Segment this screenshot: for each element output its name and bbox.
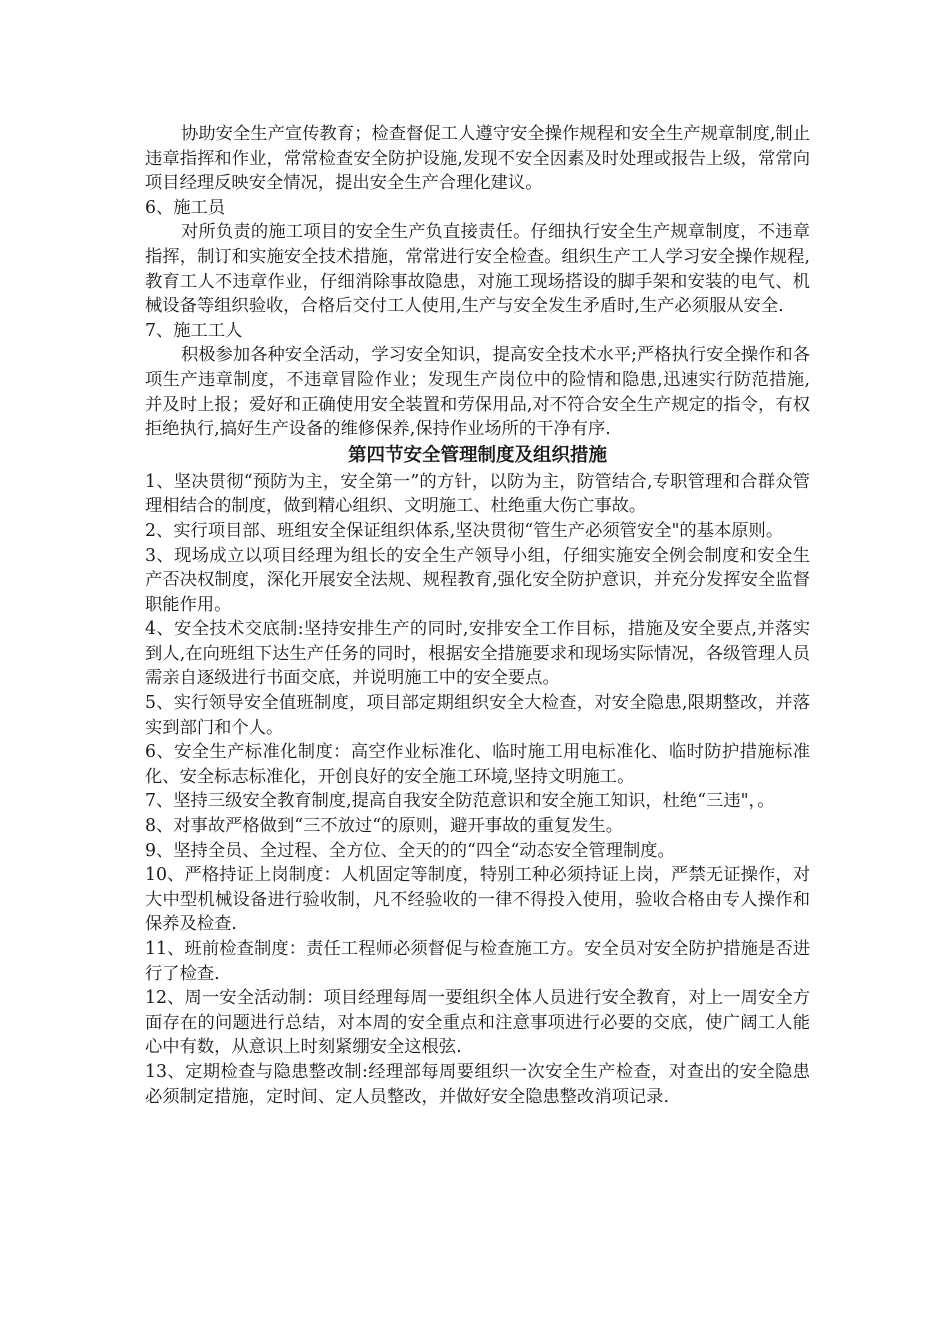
section-7-title: 7、施工工人 [145, 320, 243, 341]
list-item: 12、周一安全活动制：项目经理每周一要组织全体人员进行安全教育，对上一周安全方面存在的问题进行总结，对本周的安全重点和注意事项进行必要的交底，使广阔工人能心中有数，从意识上时刻紧绷安全这根弦. [145, 988, 810, 1058]
section-6-body: 对所负责的施工项目的安全生产负直接责任。仔细执行安全生产规章制度，不违章指挥，制订和实施安全技术措施，常常进行安全检查。组织生产工人学习安全操作规程,教育工人不违章作业，仔细消除事故隐患，对施工现场搭设的脚手架和安装的电气、机械设备等组织验收，合格后交付工人使用,生产与安全发生矛盾时,生产必须服从安全. [145, 222, 810, 317]
list-item: 13、定期检查与隐患整改制:经理部每周要组织一次安全生产检查，对查出的安全隐患必须制定措施，定时间、定人员整改，并做好安全隐患整改消项记录. [145, 1061, 810, 1107]
list-item: 9、坚持全员、全过程、全方位、全天的的“四全“动态安全管理制度。 [145, 840, 675, 861]
section-6-title: 6、施工员 [145, 197, 226, 218]
document-page [145, 122, 810, 1109]
list-item: 8、对事故严格做到“三不放过“的原则，避开事故的重复发生。 [145, 816, 623, 837]
list-item: 3、现场成立以项目经理为组长的安全生产领导小组，仔细实施安全例会制度和安全生产否决权制度，深化开展安全法规、规程教育,强化安全防护意识，并充分发挥安全监督职能作用。 [145, 545, 810, 615]
list-item: 4、安全技术交底制:坚持安排生产的同时,安排安全工作目标，措施及安全要点,并落实到人,在向班组下达生产任务的同时，根据安全措施要求和现场实际情况，各级管理人员需亲自逐级进行书面交底，并说明施工中的安全要点。 [145, 619, 810, 689]
list-item: 11、班前检查制度：责任工程师必须督促与检查施工方。安全员对安全防护措施是否进行了检查. [145, 939, 810, 984]
list-item: 7、坚持三级安全教育制度,提高自我安全防范意识和安全施工知识，杜绝“三违"，。 [145, 791, 775, 812]
list-item: 1、坚决贯彻“预防为主，安全第一”的方针，以防为主，防管结合,专职管理和合群众管理相结合的制度，做到精心组织、文明施工、杜绝重大伤亡事故。 [145, 471, 810, 517]
section-7-body: 积极参加各种安全活动，学习安全知识，提高安全技术水平;严格执行安全操作和各项生产违章制度，不违章冒险作业；发现生产岗位中的险情和隐患,迅速实行防范措施,并及时上报；爱好和正确使用安全装置和劳保用品,对不符合安全生产规定的指令，有权拒绝执行,搞好生产设备的维修保养,保持作业场所的干净有序. [145, 345, 810, 440]
intro-paragraph: 协助安全生产宣传教育；检查督促工人遵守安全操作规程和安全生产规章制度,制止违章指挥和作业，常常检查安全防护设施,发现不安全因素及时处理或报告上级，常常向项目经理反映安全情况，提出安全生产合理化建议。 [145, 124, 810, 194]
section-heading: 第四节安全管理制度及组织措施 [347, 444, 607, 466]
list-item: 5、实行领导安全值班制度，项目部定期组织安全大检查，对安全隐患,限期整改，并落实到部门和个人。 [145, 693, 810, 738]
list-item: 2、实行项目部、班组安全保证组织体系,坚决贯彻“管生产必须管安全"的基本原则。 [145, 520, 784, 541]
list-item: 6、安全生产标准化制度：高空作业标准化、临时施工用电标准化、临时防护措施标准化、安全标志标准化，开创良好的安全施工环境,坚持文明施工。 [145, 742, 810, 787]
list-item: 10、严格持证上岗制度：人机固定等制度，特别工种必须持证上岗，严禁无证操作，对大中型机械设备进行验收制，凡不经验收的一律不得投入使用，验收合格由专人操作和保养及检查. [145, 865, 810, 935]
